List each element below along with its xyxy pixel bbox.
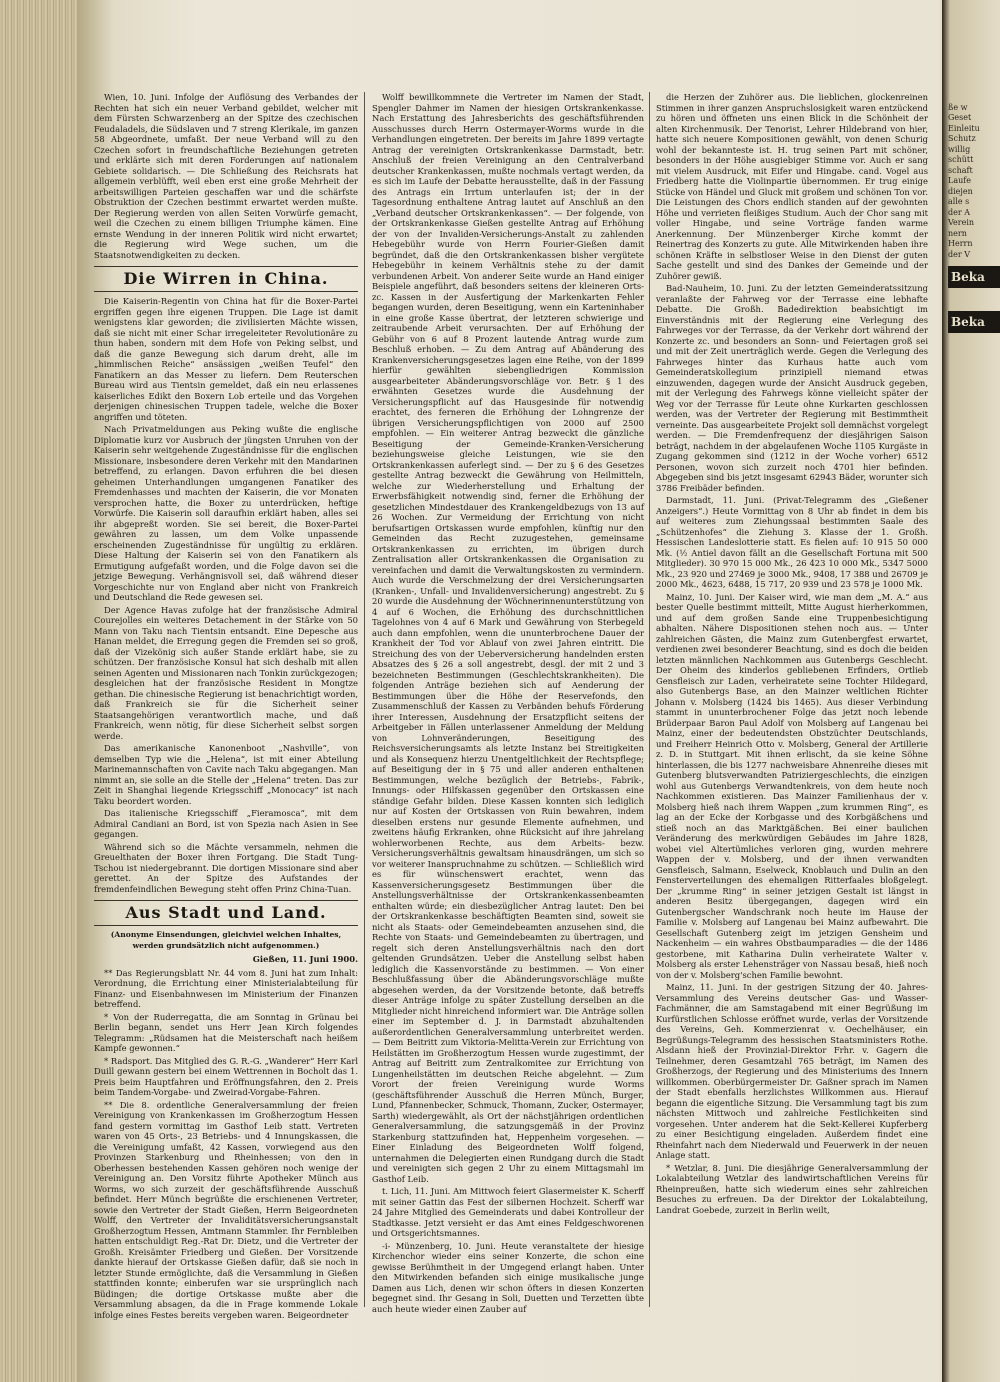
dateline: Gießen, 11. Juni 1900. (252, 954, 358, 964)
article-china-1: Die Kaiserin-Regentin von China hat für die Boxer-Partei ergriffen gegen ihre eigenen Truppen. Die Lage ist damit wenigstens klar geworden; die zivilisierten Mächte wissen, daß sie nicht mit einer Schar irregeleiteter Revolutionäre zu thun haben, sondern mit dem Hofe von Peking selbst, und daß die ganze Bewegung sich darum dreht, alle im „himmlischen Reiche“ ansässigen „weißen Teufel“ den Fanatikern an das Messer zu liefern. Dem Reuterschen Bureau wird aus Tientsin gemeldet, daß ein neu erlassenes kaiserliches Edikt den Boxern Lob erteile und das Vorgehen derjenigen chinesischen Truppen tadele, welche die Boxer angriffen und töteten. (94, 296, 358, 422)
article-krankenkassen-cont: Wolff bewillkommnete die Vertreter im Namen der Stadt, Spengler Dahmer im Namen der hiesigen Ortskrankenkasse. Nach Erstattung des Jahresberichts des geschäftsführenden Ausschusses durch Herrn Ostermayer-Worms wurde in die Verhandlungen eingetreten. Der bereits im Jahre 1899 vertagte Antrag der vereinigten Ortskrankenkasse Darmstadt, betr. Anschluß der freien Vereinigung an den Centralverband deutscher Krankenkassen, mußte nochmals vertagt werden, da es sich im Laufe der Debatte herausstellte, daß in der Fassung des Antrags ein Irrtum unterlaufen ist; der in der Tagesordnung enthaltene Antrag lautet auf Anschluß an den „Verband deutscher Ortskrankenkassen“. — Der folgende, von der Ortskrankenkasse Gießen gestellte Antrag auf Erhöhung der von der Invaliden-Versicherungs-Anstalt zu zahlenden Hebegebühr wurde von Herrn Fourier-Gießen damit begründet, daß die den Ortskrankenkassen bisher vergütete Hebegebühr in keinem Verhältnis stehe zu der damit verbundenen Arbeit. Von anderer Seite wurde an Hand einiger Beispiele angeführt, daß besonders seitens der kleineren Orts- zc. Kassen in der Ausfertigung der Markenkarten Fehler begangen wurden, deren Beseitigung, wenn ein Karteninhaber in eine große Kasse übertrat, der letzteren schwierige und zeitraubende Arbeit verursachten. Der auf Erhöhung der Gebühr von 6 auf 8 Prozent lautende Antrag wurde zum Beschluß erhoben. — Zu dem Antrag auf Abänderung des Krankenversicherungsgesetzes lagen eine Reihe, von der 1899 hierfür gewählten siebengliedrigen Kommission ausgearbeiteter Abänderungsvorschläge vor. Betr. § 1 des erwähnten Gesetzes wurde die Ausdehnung der Versicherungspflicht auf das Hausgesinde für notwendig erachtet, des ferneren die Erhöhung der Lohngrenze der übrigen Versicherungspflichtigen von 2000 auf 2500 empfohlen. — Ein weiterer Antrag bezweckt die gänzliche Beseitigung der Gemeinde-Kranken-Versicherung beziehungsweise gleiche Leistungen, wie sie den Ortskrankenkassen auferlegt sind. — Der zu § 6 des Gesetzes gestellte Antrag bezweckt die Gewährung von Heilmitteln, welche zur Wiederherstellung und Erhaltung der Erwerbsfähigkeit notwendig sind, ferner die Erhöhung der gesetzlichen Mindestdauer des Krankengeldbezugs von 13 auf 26 Wochen. Zur Vermeidung der Errichtung von nicht berufsartigen Ortskassen wurde empfohlen, künftig nur den Gemeinden das Recht zuzugestehen, gemeinsame Ortskrankenkassen zu errichten, im übrigen durch Zentralisation aller Ortskrankenkassen die Organisation zu vereinfachen und damit die Verwaltungskosten zu vermindern. Auch wurde die Verschmelzung der drei Versicherungsarten (Kranken-, Unfall- und Invalidenversicherung) angestrebt. Zu § 20 wurde die Ausdehnung der Wöchnerinnenunterstützung von 4 auf 6 Wochen, die Erhöhung des durchschnittlichen Tagelohnes von 4 auf 6 Mark und Gewährung von Sterbegeld auch dann empfohlen, wenn die ununterbrochene Dauer der Krankheit der Tod vor Ablauf von zwei Jahren eintritt. Die Streichung des von der Ueberversicherung handelnden ersten Absatzes des § 26 a soll angestrebt, desgl. der mit 2 und 3 bezeichneten Bestimmungen (Geschlechtskrankheiten). Die folgenden Anträge beziehen sich auf Aenderung der Bestimmungen über die Höhe der Reservefonds, den Zusammenschluß der Kassen zu Verbänden behufs Förderung ihrer Interessen, Ausdehnung der Ersatzpflicht seitens der Arbeitgeber in Fällen unterlassener Anmeldung der Meldung von Lohnveränderungen, Beseitigung des Reichsversicherungsamts als letzte Instanz bei Streitigkeiten und als Konsequenz hierzu Unentgeltlichkeit der Rechtspflege; auf Beseitigung der in § 75 und aller anderen enthaltenen Bestimmungen, welche bezüglich der Betriebs-, Fabrik-, Innungs- oder Hilfskassen gegenüber den Ortskassen eine ständige Gefahr bilden. Diese Kassen konnten sich lediglich nur auf Kosten der Ortskassen von Ruin bewahren, indem dieselben erstens nur gesunde Elemente aufnehmen, und zweitens häufig Erkranken, ohne Rücksicht auf ihre jahrelang wohlerworbenen Rechte, aus dem Arbeits- bezw. Versicherungsverhältnis gewaltsam hinausdrängen, um sich so vor weiterer Inanspruchnahme zu schützen. — Schließlich wird es für wünschenswert erachtet, wenn das Kassenversicherungsgesetz Bestimmungen über die Anstellungsverhältnisse der Ortskrankenkassenbeamten enthalten würde; ein diesbezüglicher Antrag lautet: Den bei der Ortskrankenkasse beschäftigten Beamten sind, soweit sie nicht als Staats- oder Gemeindebeamten anzusehen sind, die Rechte von Staats- und Gemeindebeamten zu übertragen, und regelt sich deren Anstellungsverhältnis nach den dort geltenden Grundsätzen. Ueber die Anstellung selbst haben lediglich die Kassenvorstände zu bestimmen. — Von einer Beschlußfassung über die Abänderungsvorschläge mußte abgesehen werden, da der Vorsitzende betonte, daß betreffs dieser Anträge infolge zu später Zustellung derselben an die Mitglieder nicht hinreichend informiert war. Die Anträge sollen einer im September d. J. in Darmstadt abzuhaltenden außerordentlichen Generalversammlung unterbreitet werden. — Dem Beitritt zum Viktoria-Melitta-Verein zur Errichtung von Heilstätten im Großherzogtum Hessen wurde zugestimmt, der Antrag auf Beitritt zum Zentralkomitee zur Errichtung von Lungenheilstätten im deutschen Reiche abgelehnt. — Zum Vorort der freien Vereinigung wurde Worms (geschäftsführender Ausschuß die Herren Münch, Burger, Lund, Pfannenbecker, Schmuck, Thomann, Zucker, Ostermayer, Sarth) wiedergewählt, als Ort der nächstjährigen ordentlichen Generalversammlung, die satzungsgemäß in der Provinz Starkenburg stattzufinden hat, Heppenheim vorgesehen. — Einer Einladung des Beigeordneten Wolff folgend, unternahmen die Delegierten einen Rundgang durch die Stadt und vereinigten sich gegen 2 Uhr zu einem Mittagsmahl im Gasthof Leib. (372, 92, 644, 1184)
column-rule (364, 92, 365, 1307)
article-china-6: Während sich so die Mächte versammeln, nehmen die Greuelthaten der Boxer ihren Fortgang. Die Stadt Tung-Tschou ist niedergebrannt. Die dortigen Missionare sind aber gerettet. An der Spitze des Aufstandes der fremdenfeindlichen Bewegung steht offen Prinz China-Tuan. (94, 841, 358, 894)
article-wetzlar: * Wetzlar, 8. Juni. Die diesjährige Generalversammlung der Lokalabteilung Wetzlar des landwirtschaftlichen Vereins für Rheinpreußen, hatte sich wiederum eines sehr zahlreichen Besuches zu erfreuen. Da der Direktor der Lokalabteilung, Landrat Goebede, zurzeit in Berlin weilt, (656, 1162, 928, 1215)
article-china-3: Der Agence Havas zufolge hat der französische Admiral Courejolles ein weiteres Detachement in der Stärke von 50 Mann von Taku nach Tientsin entsandt. Eine Depesche aus Hanan meldet, die Erregung gegen die Fremden sei so groß, daß der Vizekönig sich außer Stande erklärt habe, sie zu schützen. Der französische Konsul hat sich deshalb mit allen seinen Agenten und Missionaren nach Tonkin zurückgezogen; desgleichen hat der französische Resident in Mongtze gethan. Die chinesische Regierung ist benachrichtigt worden, daß Frankreich sie für die Sicherheit seiner Staatsangehörigen verantwortlich mache, und daß Frankreich, wenn nötig, für diese Sicherheit selbst sorgen werde. (94, 604, 358, 741)
section-heading-china: Die Wirren in China. (94, 266, 358, 292)
article-ruderregatta: * Von der Ruderregatta, die am Sonntag in Grünau bei Berlin begann, sendet uns Herr Jean Kirch folgendes Telegramm: „Rüdsamen hat die Meisterschaft nach heißem Kampfe gewonnen.“ (94, 1011, 358, 1053)
adjacent-page-lines: ße w Geset Einleitu Schutz willig schütt schaft Laufe diejen alle s der A Verein nern Herrn der V (948, 102, 980, 259)
column-1 (94, 92, 358, 1320)
column-3 (656, 92, 928, 1310)
article-darmstadt: Darmstadt, 11. Juni. (Privat-Telegramm des „Gießener Anzeigers“.) Heute Vormittag von 8 Uhr ab findet in dem bis auf weiteres zum Ziehungssaal bestimmten Saale des „Schützenhofes“ die Ziehung 3. Klasse der 1. Großh. Hessischen Landeslotterie statt. Es fielen auf: 10 915 50 000 Mk. (½ Antiel davon fällt an die Gesellschaft Fortuna mit 500 Mitglieder). 30 970 15 000 Mk., 26 423 10 000 Mk., 5347 5000 Mk., 23 920 und 27469 je 3000 Mk., 9408, 17 388 und 26709 je 2000 Mk., 4623, 6488, 15 717, 20 939 und 23 578 je 1000 Mk. (656, 495, 928, 589)
adjacent-page-ad-2: Beka (948, 311, 1000, 333)
article-lich: t. Lich, 11. Juni. Am Mittwoch feiert Glasermeister K. Scherff mit seiner Gattin das Fest der silbernen Hochzeit. Scherff war 24 Jahre Mitglied des Gemeinderats und dabei Kontrolleur der Stadtkasse. Jetzt versieht er das Amt eines Feldgeschworenen und Ortsgerichtsmannes. (372, 1186, 644, 1238)
adjacent-page-text (942, 0, 1000, 349)
article-mainz-2: Mainz, 11. Juni. In der gestrigen Sitzung der 40. Jahres-Versammlung des Vereins deutscher Gas- und Wasser-Fachmänner, die am Samstagabend mit einer Begrüßung im Kurfürstlichen Schlosse eröffnet wurde, verlas der Vorsitzende des Vereins, Geh. Kommerzienrat v. Oechelhäuser, ein Begrüßungs-Telegramm des hessischen Staatsministers Rothe. Alsdann hieß der Provinzial-Direktor Frhr. v. Gagern die Teilnehmer, deren Gesamtzahl 765 beträgt, im Namen des Großherzogs, der Regierung und des Ministeriums des Innern willkommen. Oberbürgermeister Dr. Gaßner sprach im Namen der Stadt ebenfalls herzlichstes Willkommen aus. Hierauf begann die eigentliche Sitzung. Die Versammlung tagt bis zum nächsten Mittwoch und zahlreiche Festlichkeiten sind vorgesehen. Unter anderem hat die Sekt-Kellerei Kupferberg zu einer Besichtigung eingeladen. Außerdem findet eine Rheinfahrt nach dem Niederwald und Feuerwerk in der neuen Anlage statt. (656, 982, 928, 1160)
article-china-5: Das italienische Kriegsschiff „Fieramosca“, mit dem Admiral Candiani an Bord, ist von Spezia nach Asien in See gegangen. (94, 808, 358, 839)
adjacent-page-ad-1: Beka (948, 266, 1000, 288)
section-heading-local: Aus Stadt und Land. (94, 900, 358, 926)
column-rule (649, 92, 650, 1307)
page-edge (0, 0, 88, 1382)
adjacent-page-fragment (942, 0, 1000, 1382)
article-bad-nauheim: Bad-Nauheim, 10. Juni. Zu der letzten Gemeinderatssitzung veranlaßte der Fahrweg vor der Terrasse eine lebhafte Debatte. Die Großh. Badedirektion beabsichtigt im Einverständnis mit der Regierung eine Verlegung des Fahrweges vor der Terrasse, da der Verkehr dort während der Konzerte zc. und besonders an Sonn- und Feiertagen groß sei und mit der Zeit unerträglich werde. Gegen die Verlegung des Fahrweges hinter das Kurhaus hatte auch vom Gemeinderatskollegium prinzipiell niemand etwas einzuwenden, dagegen wurde der Ansicht Ausdruck gegeben, mit der Verlegung des Fahrwegs könne vielleicht später der Weg vor der Terrasse für Leute ohne Kurkarten geschlossen werden, was der Vertreter der Regierung mit Bestimmtheit verneinte. Das ausgearbeitete Projekt soll demnächst vorgelegt werden. — Die Fremdenfrequenz der diesjährigen Saison beträgt, nachdem in der abgelaufenen Woche 1105 Kurgäste in Zugang gekommen sind (1212 in der Woche vorher) 6512 Personen, wovon sich zurzeit noch 4701 hier befinden. Abgegeben sind bis jetzt insgesamt 62943 Bäder, worunter sich 3786 Freibäder befinden. (656, 283, 928, 493)
article-krankenkassen: ** Die 8. ordentliche Generalversammlung der freien Vereinigung von Krankenkassen im Großherzogtum Hessen fand gestern vormittag im Gasthof Leib statt. Vertreten waren von 45 Orts-, 23 Betriebs- und 4 Innungskassen, die die Vereinigung umfaßt, 42 Kassen, vorwiegend aus den Provinzen Starkenburg und Rheinhessen; von den in Oberhessen bestehenden Kassen gehören noch wenige der Vereinigung an. Den Vorsitz führte Apotheker Münch aus Worms, wo sich zurzeit der geschäftsführende Ausschuß befindet. Herr Münch begrüßte die erschienenen Vertreter, sowie den Vertreter der Stadt Gießen, Herrn Beigeordneten Wolff, den Vertreter der Invaliditätsversicherungsanstalt Großherzogtum Hessen, Amtmann Stammler. Ihr Fernbleiben hatten entschuldigt Reg.-Rat Dr. Dietz, und die Vertreter der Großh. Kreisämter Friedberg und Gießen. Der Vorsitzende dankte hierauf der Ortskasse Gießen dafür, daß sie noch in letzter Stunde ermöglichte, daß die Versammlung in Gießen stattfinden konnte; einberufen war sie ursprünglich nach Büdingen; die dortige Ortskasse mußte aber die Versammlung absagen, da die in Frage kommende Lokale infolge eines Festes bereits vergeben waren. Beigeordneter (94, 1099, 358, 1320)
article-mainz-1: Mainz, 10. Juni. Der Kaiser wird, wie man dem „M. A.“ aus bester Quelle bestimmt mitteilt, Mitte August hierherkommen, und auf dem großen Sande eine Truppenbesichtigung abhalten. Nähere Dispositionen stehen noch aus. — Unter zahlreichen Gästen, die Mainz zum Gutenbergfest erwartet, verdienen zwei besonderer Beachtung, sind es doch die beiden letzten männlichen Nachkommen aus Gutenbergs Geschlecht. Der Oheim des kinderlos gebliebenen Erfinders, Ortlieb Gensfleisch zur Laden, verheiratete seine Tochter Hildegard, also Gutenbergs Base, an den Mainzer weltlichen Richter Johann v. Molsberg (1424 bis 1465). Aus dieser Verbindung stammt in ununterbrochener Folge das jetzt noch lebende Brüderpaar Baron Paul Adolf von Molsberg auf Langenau bei Mainz, einer der bedeutendsten Obstzüchter Deutschlands, und Freiherr Heinrich Otto v. Molsberg, General der Artillerie z. D. in Stuttgart. Mit ihnen erlischt, da sie keine Söhne hinterlassen, die bis 1277 nachweisbare Ahnenreihe dieses mit Gutenberg blutsverwandten Patriziergeschlechts, die einzigen wohl aus Gutenbergs Verwandtenkreis, von dem heute noch Nachkommen existieren. Das Mainzer Familienhaus der v. Molsberg hieß nach ihrem Wappen „zum krummen Ring“, es lag an der Ecke der Korbgasse und des Korbgäßchens und stieß noch an das Marktgäßchen. Bei einer baulichen Veränderung des merkwürdigen Gebäudes im Jahre 1828, wobei viel Altertümliches verloren ging, wurden mehrere Wappen der v. Molsberg, und der ihnen verwandten Gensfleisch, Salmann, Eselweck, Knoblauch und Dulin an den Fensterverteilungen des ehemaligen Ritterfaales bloßgelegt. Der „krumme Ring“ in seiner jetzigen Gestalt ist längst in anderen Besitz übergegangen, dagegen wird ein Gutenbergscher Wandschrank noch heute im Hause der Familie v. Molsberg auf Langenau bei Mainz aufbewahrt. Die Gesellschaft Gutenberg zeigt im jetzigen Gensheim und Nackenheim — ein wahres Obstbaumparadies — die der 1486 gestorbene, mit Katharina Dulin verheiratete Walter v. Molsberg als erster Lehensträger von Nassau besaß, hieß noch von der v. Molsberg'schen Familie bewohnt. (656, 591, 928, 980)
article-muenzenberg: -i- Münzenberg, 10. Juni. Heute veranstaltete der hiesige Kirchenchor wieder eins seiner Konzerte, die schon eine gewisse Berühmtheit in der Umgegend erlangt haben. Unter den Mitwirkenden befanden sich einige musikalische junge Damen aus Lich, denen wir schon öfters in diesen Konzerten begegnet sind. Ihr Gesang in Soli, Duetten und Terzetten übte auch heute wieder einen Zauber auf (372, 1240, 644, 1314)
article-regierungsblatt: ** Das Regierungsblatt Nr. 44 vom 8. Juni hat zum Inhalt: Verordnung, die Errichtung einer Ministerialabteilung für Finanz- und Eisenbahnwesen im Ministerium der Finanzen betreffend. (94, 967, 358, 1009)
column-2 (372, 92, 644, 1314)
article-radsport: * Radsport. Das Mitglied des G. R.-G. „Wanderer“ Herr Karl Duill gewann gestern bei einem Wettrennen in Bocholt das 1. Preis beim Hauptfahren und Eröffnungsfahren, den 2. Preis beim Tandem-Vorgabe- und Zweirad-Vorgabe-Fahren. (94, 1055, 358, 1097)
article-china-4: Das amerikanische Kanonenboot „Nashville“, von demselben Typ wie die „Helena“, ist mit einer Abteilung Marinemannschaften von Cavite nach Taku abgegangen. Man nimmt an, sie solle an die Stelle der „Helena“ treten. Das zur Zeit in Shanghai liegende Kriegsschiff „Monocacy“ ist nach Taku beordert worden. (94, 743, 358, 806)
article-wien: Wien, 10. Juni. Infolge der Auflösung des Verbandes der Rechten hat sich ein neuer Verband gebildet, welcher mit dem Fürsten Schwarzenberg an der Spitze des czechischen Feudaladels, die Südslaven und 7 streng Klerikale, im ganzen 58 Abgeordnete, umfaßt. Der neue Verband will zu den Czechen sofort in freundschaftliche Beziehungen getreten und erklärte sich mit deren Forderungen auf nationalem Gebiete solidarisch. — Die Schließung des Reichsrats hat allgemein verblüfft, weil eben erst eine große Mehrheit der arbeitswilligen Parteien geschaffen war und die schärfste Obstruktion der Czechen bestimmt erwartet werden mußte. Der Regierung werden von allen Seiten Vorwürfe gemacht, weil die Czechen zu einem billigen Triumphe kämen. Eine ernste Wendung in der inneren Politik wird nicht erwartet; die Regierung wird Wege suchen, um die Staatsnotwendigkeiten zu decken. (94, 92, 358, 260)
article-muenzenberg-cont: die Herzen der Zuhörer aus. Die lieblichen, glockenreinen Stimmen in ihrer ganzen Anspruchslosigkeit waren entzückend zu hören und öffneten uns einen Blick in die Schönheit der alten Kirchenmusik. Der Tenorist, Lehrer Hildebrand von hier, hatte sich neuere Kompositionen gewählt, von denen Schurig wohl der bekannteste ist. H. trug seinen Part mit schöner, besonders in der Höhe ausgiebiger Stimme vor. Auch er sang mit vielem Ausdruck, mit Eifer und Hingabe. cand. Vogel aus Friedberg hatte die Violinpartie übernommen. Er trug einige Stücke von Händel und Gluck mit großem und schönen Ton vor. Die Leistungen des Chors endlich standen auf der gewohnten Höhe und verrieten fleißiges Studium. Auch der Chor sang mit voller Hingabe, und seine Vorträge fanden warme Anerkennung. Der Münzenberger Kirche kommt der Reinertrag des Konzerts zu gute. Alle Mitwirkenden haben ihre schönen Kräfte in selbstloser Weise in den Dienst der guten Sache gestellt und sind des Dankes der Gemeinde und der Zuhörer gewiß. (656, 92, 928, 281)
editorial-note: (Anonyme Einsendungen, gleichviel welchen Inhaltes, werden grundsätzlich nicht aufgenommen.) (110, 930, 342, 950)
article-china-2: Nach Privatmeldungen aus Peking wußte die englische Diplomatie kurz vor Ausbruch der jüngsten Unruhen von der Kaiserin sehr weitgehende Zugeständnisse für die englischen Missionare, insbesondere deren Verkehr mit den Mandarinen betreffend, zu erlangen. Davon erfuhren die bei diesen geheimen Unterhandlungen umgangenen Fanatiker des Fremdenhasses und machten der Kaiserin, die vor Monaten versprochen hatte, die Boxer zu unterdrücken, heftige Vorwürfe. Die Kaiserin soll daraufhin erklärt haben, alles sei ihr abgepreßt worden. Sie sei bereit, die Boxer-Partei gewähren zu lassen, um dem Volke unpassende erscheinenden Zugeständnisse für ungültig zu erklären. Diese Haltung der Kaiserin sei von den Fanatikern als Ermutigung aufgefaßt worden, und die Folge davon sei die jetzige Bewegung. Verhängnisvoll sei, daß während dieser Vorgeschichte nur von England aber nicht von Frankreich und Deutschland die Rede gewesen sei. (94, 424, 358, 602)
